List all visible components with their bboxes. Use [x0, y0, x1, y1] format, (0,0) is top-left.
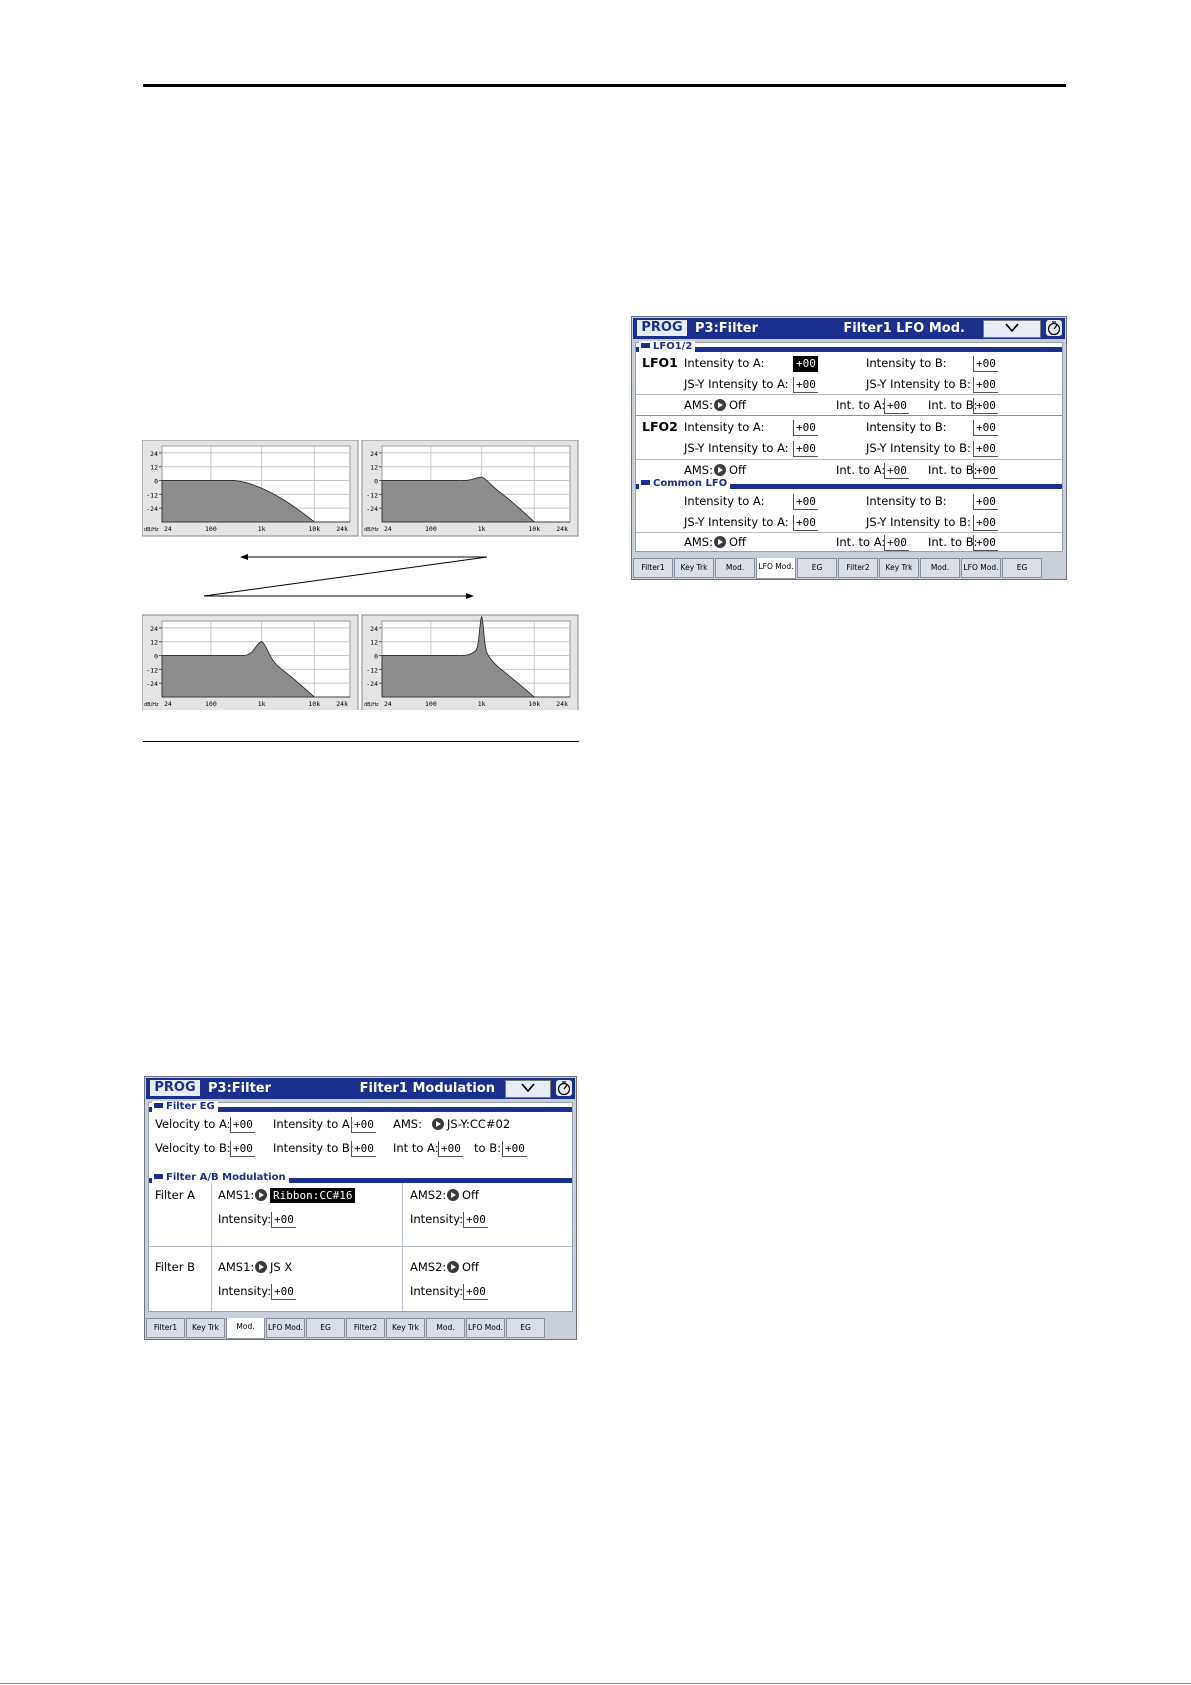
- x-tick-label: 100: [425, 700, 437, 708]
- filter-a-ams2-int-label: Intensity:: [410, 1212, 464, 1226]
- common-intto-a-value[interactable]: +00: [884, 535, 909, 551]
- filter-a-ams1-label: AMS1:: [218, 1188, 255, 1202]
- popup-arrow-icon: [714, 399, 726, 411]
- popup-arrow-icon: [255, 1261, 267, 1273]
- tab-eg[interactable]: EG: [1002, 558, 1042, 578]
- eg-intto-a-value[interactable]: +00: [438, 1141, 463, 1157]
- screen-body: [635, 342, 1063, 552]
- subpage-title: Filter1 LFO Mod.: [843, 321, 965, 336]
- eg-ams-label: AMS:: [393, 1117, 422, 1131]
- tab-mod[interactable]: Mod.: [715, 558, 755, 578]
- popup-arrow-icon: [714, 464, 726, 476]
- x-tick-label: 100: [205, 525, 217, 533]
- x-tick-label: 10k: [308, 700, 321, 708]
- screen-filter1-lfo-mod: [631, 316, 1067, 580]
- common-int-b-value[interactable]: +00: [973, 494, 998, 510]
- filter-a-ams1-int-label: Intensity:: [218, 1212, 272, 1226]
- tab-eg[interactable]: EG: [306, 1318, 345, 1338]
- y-tick-label: 12: [370, 463, 378, 472]
- section-common-lfo: Common LFO: [636, 480, 1062, 488]
- common-int-a-label: Intensity to A:: [684, 494, 765, 508]
- y-tick-label: -12: [146, 491, 158, 500]
- filter-response-graphs: [142, 440, 582, 710]
- db-hz-label: dB/Hz: [364, 527, 379, 533]
- lfo1-intto-a-value[interactable]: +00: [884, 398, 909, 414]
- tab-mod[interactable]: Mod.: [920, 558, 960, 578]
- lfo2-jsy-b-label: JS-Y Intensity to B:: [866, 441, 971, 455]
- db-hz-label: dB/Hz: [364, 702, 379, 708]
- x-tick-label: 24: [164, 700, 172, 708]
- x-tick-label: 24: [384, 700, 392, 708]
- lfo1-ams-select[interactable]: Off: [714, 397, 746, 413]
- lfo2-jsy-a-label: JS-Y Intensity to A:: [684, 441, 789, 455]
- eg-int-a-value[interactable]: +00: [351, 1117, 376, 1133]
- chevron-down-icon: [521, 1082, 535, 1094]
- mode-tab[interactable]: PROG: [150, 1080, 200, 1096]
- tab-filter2[interactable]: Filter2: [346, 1318, 385, 1338]
- y-tick-label: -12: [366, 666, 378, 675]
- y-tick-label: -24: [366, 680, 378, 689]
- y-tick-label: -24: [146, 680, 158, 689]
- popup-arrow-icon: [255, 1189, 267, 1201]
- lfo1-jsy-b-label: JS-Y Intensity to B:: [866, 377, 971, 391]
- filter-b-ams1-label: AMS1:: [218, 1260, 255, 1274]
- filter-a-ams2-int-value[interactable]: +00: [463, 1212, 488, 1228]
- response-graph: [362, 440, 578, 536]
- y-tick-label: -12: [146, 666, 158, 675]
- response-graph: [362, 615, 578, 710]
- x-tick-label: 100: [205, 700, 217, 708]
- popup-arrow-icon: [714, 536, 726, 548]
- x-tick-label: 100: [425, 525, 437, 533]
- page-menu-button[interactable]: [983, 320, 1041, 338]
- tab-filter1[interactable]: Filter1: [146, 1318, 185, 1338]
- common-ams-select[interactable]: Off: [714, 534, 746, 550]
- lfo2-jsy-a-value[interactable]: +00: [793, 441, 818, 457]
- lfo2-ams-select[interactable]: Off: [714, 462, 746, 478]
- lfo2-ams-label: AMS:: [684, 463, 713, 477]
- section-lfo12: LFO1/2: [636, 343, 1062, 351]
- lfo2-jsy-b-value[interactable]: +00: [973, 441, 998, 457]
- lfo2-int-a-value[interactable]: +00: [793, 420, 818, 436]
- tab-filter1[interactable]: Filter1: [633, 558, 673, 578]
- x-tick-label: 24k: [336, 700, 348, 708]
- tab-mod[interactable]: Mod.: [226, 1318, 265, 1339]
- x-tick-label: 24: [164, 525, 172, 533]
- common-jsy-b-label: JS-Y Intensity to B:: [866, 515, 971, 529]
- x-tick-label: 10k: [528, 700, 541, 708]
- db-hz-label: dB/Hz: [144, 702, 159, 708]
- y-tick-label: 0: [374, 477, 378, 486]
- header-rule: [143, 84, 1066, 87]
- x-tick-label: 24k: [336, 525, 348, 533]
- common-intto-b-value[interactable]: +00: [973, 535, 998, 551]
- lfo2-int-b-label: Intensity to B:: [866, 420, 947, 434]
- eg-int-b-value[interactable]: +00: [351, 1141, 376, 1157]
- screen-header: [633, 318, 1065, 339]
- filter-b-ams1-int-value[interactable]: +00: [271, 1284, 296, 1300]
- x-tick-label: 1k: [477, 700, 486, 708]
- screen-header: [146, 1078, 575, 1099]
- y-tick-label: 24: [150, 449, 158, 458]
- tempo-icon[interactable]: [556, 1080, 572, 1096]
- y-tick-label: 12: [370, 638, 378, 647]
- popup-arrow-icon: [447, 1261, 459, 1273]
- screen-filter1-modulation: [144, 1076, 577, 1340]
- lfo1-jsy-a-value[interactable]: +00: [793, 377, 818, 393]
- lfo1-int-a-value[interactable]: +00: [793, 356, 818, 372]
- y-tick-label: 12: [150, 638, 158, 647]
- eg-ams-select[interactable]: JS-Y:CC#02: [432, 1116, 510, 1132]
- y-tick-label: 12: [150, 463, 158, 472]
- x-tick-label: 1k: [477, 525, 486, 533]
- lfo2-int-a-label: Intensity to A:: [684, 420, 765, 434]
- page-tabs: [633, 558, 1065, 578]
- filter-b-ams2-select[interactable]: Off: [447, 1259, 479, 1275]
- x-tick-label: 1k: [257, 525, 266, 533]
- screen-body: [148, 1102, 573, 1312]
- x-tick-label: 10k: [308, 525, 321, 533]
- lfo1-jsy-b-value[interactable]: +00: [973, 377, 998, 393]
- common-ams-label: AMS:: [684, 535, 713, 549]
- lfo2-intto-b-label: Int. to B:: [928, 463, 978, 477]
- tempo-icon[interactable]: [1046, 320, 1062, 336]
- arrow-line: [204, 557, 487, 596]
- section-rule: [143, 741, 579, 742]
- popup-arrow-icon: [447, 1189, 459, 1201]
- page-title: P3:Filter: [208, 1081, 272, 1096]
- y-tick-label: 24: [150, 624, 158, 633]
- filter-a-label: Filter A: [155, 1188, 196, 1202]
- lfo1-jsy-a-label: JS-Y Intensity to A:: [684, 377, 789, 391]
- lfo1-int-b-value[interactable]: +00: [973, 356, 998, 372]
- filter-b-ams2-int-label: Intensity:: [410, 1284, 464, 1298]
- mode-tab[interactable]: PROG: [637, 320, 687, 336]
- common-jsy-b-value[interactable]: +00: [973, 515, 998, 531]
- arrow-head: [240, 554, 248, 560]
- tab-key-trk[interactable]: Key Trk: [879, 558, 919, 578]
- filter-a-ams1-int-value[interactable]: +00: [271, 1212, 296, 1228]
- y-tick-label: 0: [154, 477, 158, 486]
- y-tick-label: 24: [370, 449, 378, 458]
- y-tick-label: 0: [154, 652, 158, 661]
- filter-b-ams1-int-label: Intensity:: [218, 1284, 272, 1298]
- lfo1-intto-b-value[interactable]: +00: [973, 398, 998, 414]
- velocity-a-value[interactable]: +00: [230, 1117, 255, 1133]
- tab-lfo-mod[interactable]: LFO Mod.: [961, 558, 1001, 578]
- response-graph: [142, 440, 358, 536]
- lfo2-int-b-value[interactable]: +00: [973, 420, 998, 436]
- lfo1-ams-label: AMS:: [684, 398, 713, 412]
- arrow-head: [466, 593, 474, 599]
- chevron-down-icon: [1005, 322, 1019, 334]
- tab-eg[interactable]: EG: [506, 1318, 545, 1338]
- filter-b-label: Filter B: [155, 1260, 196, 1274]
- lfo1-int-b-label: Intensity to B:: [866, 356, 947, 370]
- common-int-a-value[interactable]: +00: [793, 494, 818, 510]
- page-tabs: [146, 1318, 575, 1338]
- y-tick-label: -12: [366, 491, 378, 500]
- velocity-b-label: Velocity to B:: [155, 1141, 231, 1155]
- lfo2-label: LFO2: [642, 419, 678, 434]
- db-hz-label: dB/Hz: [144, 527, 159, 533]
- common-intto-a-label: Int. to A:: [836, 535, 886, 549]
- tab-eg[interactable]: EG: [797, 558, 837, 578]
- response-graph: [142, 615, 358, 710]
- common-intto-b-label: Int. to B:: [928, 535, 978, 549]
- tab-filter2[interactable]: Filter2: [838, 558, 878, 578]
- x-tick-label: 24k: [556, 525, 568, 533]
- common-jsy-a-label: JS-Y Intensity to A:: [684, 515, 789, 529]
- x-tick-label: 24k: [556, 700, 568, 708]
- x-tick-label: 24: [384, 525, 392, 533]
- filter-a-ams2-select[interactable]: Off: [447, 1187, 479, 1203]
- footer-rule: [0, 1683, 1191, 1684]
- lfo1-intto-b-label: Int. to B:: [928, 398, 978, 412]
- velocity-b-value[interactable]: +00: [230, 1141, 255, 1157]
- y-tick-label: 24: [370, 624, 378, 633]
- filter-a-ams2-label: AMS2:: [410, 1188, 447, 1202]
- eg-int-b-label: Intensity to B:: [273, 1141, 354, 1155]
- filter-b-ams1-select[interactable]: JS X: [255, 1259, 292, 1275]
- lfo2-intto-a-value[interactable]: +00: [884, 463, 909, 479]
- common-jsy-a-value[interactable]: +00: [793, 515, 818, 531]
- tab-key-trk[interactable]: Key Trk: [674, 558, 714, 578]
- tab-lfo-mod[interactable]: LFO Mod.: [756, 558, 796, 579]
- lfo1-intto-a-label: Int. to A:: [836, 398, 886, 412]
- eg-intto-a-label: Int to A:: [393, 1141, 439, 1155]
- lfo2-intto-b-value[interactable]: +00: [973, 463, 998, 479]
- common-int-b-label: Intensity to B:: [866, 494, 947, 508]
- y-tick-label: -24: [146, 505, 158, 514]
- tab-key-trk[interactable]: Key Trk: [186, 1318, 225, 1338]
- filter-a-ams1-select[interactable]: Ribbon:CC#16: [255, 1187, 355, 1204]
- x-tick-label: 1k: [257, 700, 266, 708]
- x-tick-label: 10k: [528, 525, 541, 533]
- lfo2-intto-a-label: Int. to A:: [836, 463, 886, 477]
- eg-int-a-label: Intensity to A:: [273, 1117, 354, 1131]
- y-tick-label: -24: [366, 505, 378, 514]
- section-filter-ab-mod: Filter A/B Modulation: [149, 1174, 572, 1182]
- filter-b-ams2-int-value[interactable]: +00: [463, 1284, 488, 1300]
- y-tick-label: 0: [374, 652, 378, 661]
- page-menu-button[interactable]: [505, 1080, 551, 1098]
- tab-lfo-mod[interactable]: LFO Mod.: [466, 1318, 505, 1338]
- popup-arrow-icon: [432, 1118, 444, 1130]
- tab-mod[interactable]: Mod.: [426, 1318, 465, 1338]
- eg-to-b-value[interactable]: +00: [502, 1141, 527, 1157]
- filter-b-ams2-label: AMS2:: [410, 1260, 447, 1274]
- velocity-a-label: Velocity to A:: [155, 1117, 231, 1131]
- tab-lfo-mod[interactable]: LFO Mod.: [266, 1318, 305, 1338]
- lfo1-int-a-label: Intensity to A:: [684, 356, 765, 370]
- section-filter-eg: Filter EG: [149, 1103, 572, 1111]
- page-title: P3:Filter: [695, 321, 759, 336]
- eg-to-b-label: to B:: [474, 1141, 501, 1155]
- subpage-title: Filter1 Modulation: [359, 1081, 495, 1096]
- lfo1-label: LFO1: [642, 355, 678, 370]
- tab-key-trk[interactable]: Key Trk: [386, 1318, 425, 1338]
